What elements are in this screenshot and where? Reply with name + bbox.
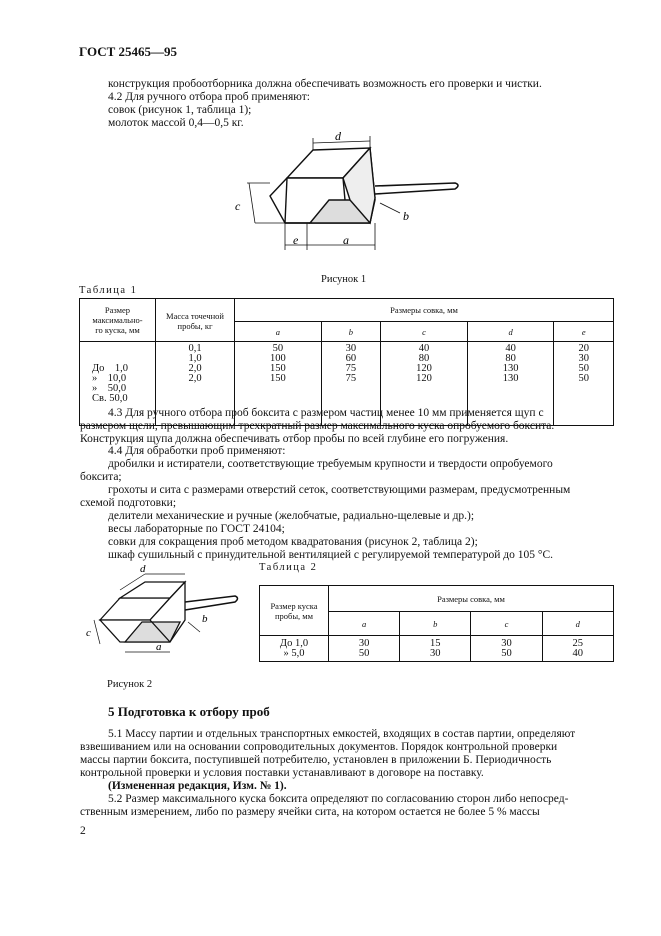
- page-number: 2: [80, 825, 86, 837]
- figure-1-label-c: c: [235, 199, 241, 213]
- table-2-subheader-c: c: [471, 612, 542, 636]
- table-1-subheader-c: c: [381, 322, 468, 342]
- intro-line-4: молоток массой 0,4—0,5 кг.: [108, 117, 244, 129]
- table-1-subheader-d: d: [467, 322, 554, 342]
- table-2-header-dimensions: Размеры совка, мм: [329, 586, 614, 612]
- paragraph-5-2: 5.2 Размер максимального куска боксита определяют по согласованию сторон либо непосред- ственным измерением, либо по размеру ячейки сита, на котором остается не более 5 % массы: [80, 793, 569, 818]
- table-2-subheader-b: b: [400, 612, 471, 636]
- table-2-header-size: Размер куска пробы, мм: [260, 586, 329, 636]
- figure-2-label-d: d: [140, 563, 146, 575]
- figure-2-label-c: c: [86, 627, 91, 639]
- table-1-header-dimensions: Размеры совка, мм: [235, 299, 614, 322]
- table-1-body: До 1,0 » 10,0 » 50,0 Св. 50,0 0,1 1,0 2,0 2,0 50 100 150 150 30 60 75 75 40 80 120 120 40 80 130 130 20 30 50 50: [80, 342, 614, 426]
- intro-line-3: совок (рисунок 1, таблица 1);: [108, 104, 252, 116]
- table-row: До 1,0: [279, 638, 309, 649]
- table-row: » 50,0: [92, 383, 127, 394]
- intro-line-2: 4.2 Для ручного отбора проб применяют:: [108, 91, 310, 103]
- figure-2-scoop-drawing: [80, 560, 250, 665]
- table-row: » 10,0: [92, 373, 127, 384]
- table-row: До 1,0: [92, 363, 129, 374]
- table-row: » 5,0: [283, 648, 305, 659]
- intro-line-1: конструкция пробоотборника должна обеспечивать возможность его проверки и чистки.: [108, 78, 542, 90]
- amendment-note: (Измененная редакция, Изм. № 1).: [108, 780, 287, 792]
- table-2-title: Таблица 2: [259, 562, 318, 573]
- paragraph-5-1: 5.1 Массу партии и отдельных транспортных емкостей, входящих в состав партии, определяют взвешиванием или на основании сопроводительных документов. Порядок контрольной проверки массы партии боксита, поступившей потребителю, установлен в приложении Б. Периодичность контрольной проверки и условия поставки устанавливают в договоре на поставку.: [80, 728, 576, 779]
- figure-1-label-b: b: [403, 209, 409, 223]
- table-2-subheader-d: d: [542, 612, 613, 636]
- document-header: ГОСТ 25465—95: [79, 44, 178, 59]
- table-1-subheader-a: a: [235, 322, 322, 342]
- paragraph-4-3: 4.3 Для ручного отбора проб боксита с размером частиц менее 10 мм применяется щуп с размером щели, превышающим трехкратный размер максимального куска опробуемого боксита. Конструкция щупа должна обеспечивать отбор пробы по всей глубине его погружения.: [80, 407, 555, 445]
- table-1-header-mass: Масса точечной пробы, кг: [156, 299, 235, 342]
- figure-2-label-a: a: [156, 641, 162, 653]
- table-2: [259, 585, 614, 662]
- figure-2-caption: Рисунок 2: [107, 679, 153, 690]
- table-2-subheader-a: a: [329, 612, 400, 636]
- table-1-header-size: Размер максимально- го куска, мм: [80, 299, 156, 342]
- table-2-body: До 1,0 » 5,0 30 50 15 30 30 50 25 40: [260, 636, 614, 662]
- figure-1-label-d: d: [335, 129, 341, 143]
- figure-1-label-a: a: [343, 233, 349, 247]
- table-1-subheader-e: e: [554, 322, 614, 342]
- figure-1-scoop-drawing: [225, 128, 475, 263]
- figure-1-label-e: e: [293, 233, 299, 247]
- table-row: Св. 50,0: [92, 393, 128, 404]
- section-5-heading: 5 Подготовка к отбору проб: [108, 704, 270, 719]
- table-1-title: Таблица 1: [79, 285, 138, 296]
- figure-2-label-b: b: [202, 613, 208, 625]
- figure-1-caption: Рисунок 1: [321, 274, 367, 285]
- paragraph-4-4: 4.4 Для обработки проб применяют: дробилки и истиратели, соответствующие требуемым крупности и твердости опробуемого боксита; грохоты и сита с размерами отверстий сеток, соответствующими размерам, предусмотренным схемой подготовки; делители механические и ручные (желобчатые, радиально-щелевые и др.); весы лабораторные по ГОСТ 24104; совки для сокращения проб методом квадратования (рисунок 2, таблица 2); шкаф сушильный с принудительной вентиляцией с регулируемой температурой до 105 °С.: [80, 445, 571, 561]
- table-1-subheader-b: b: [321, 322, 381, 342]
